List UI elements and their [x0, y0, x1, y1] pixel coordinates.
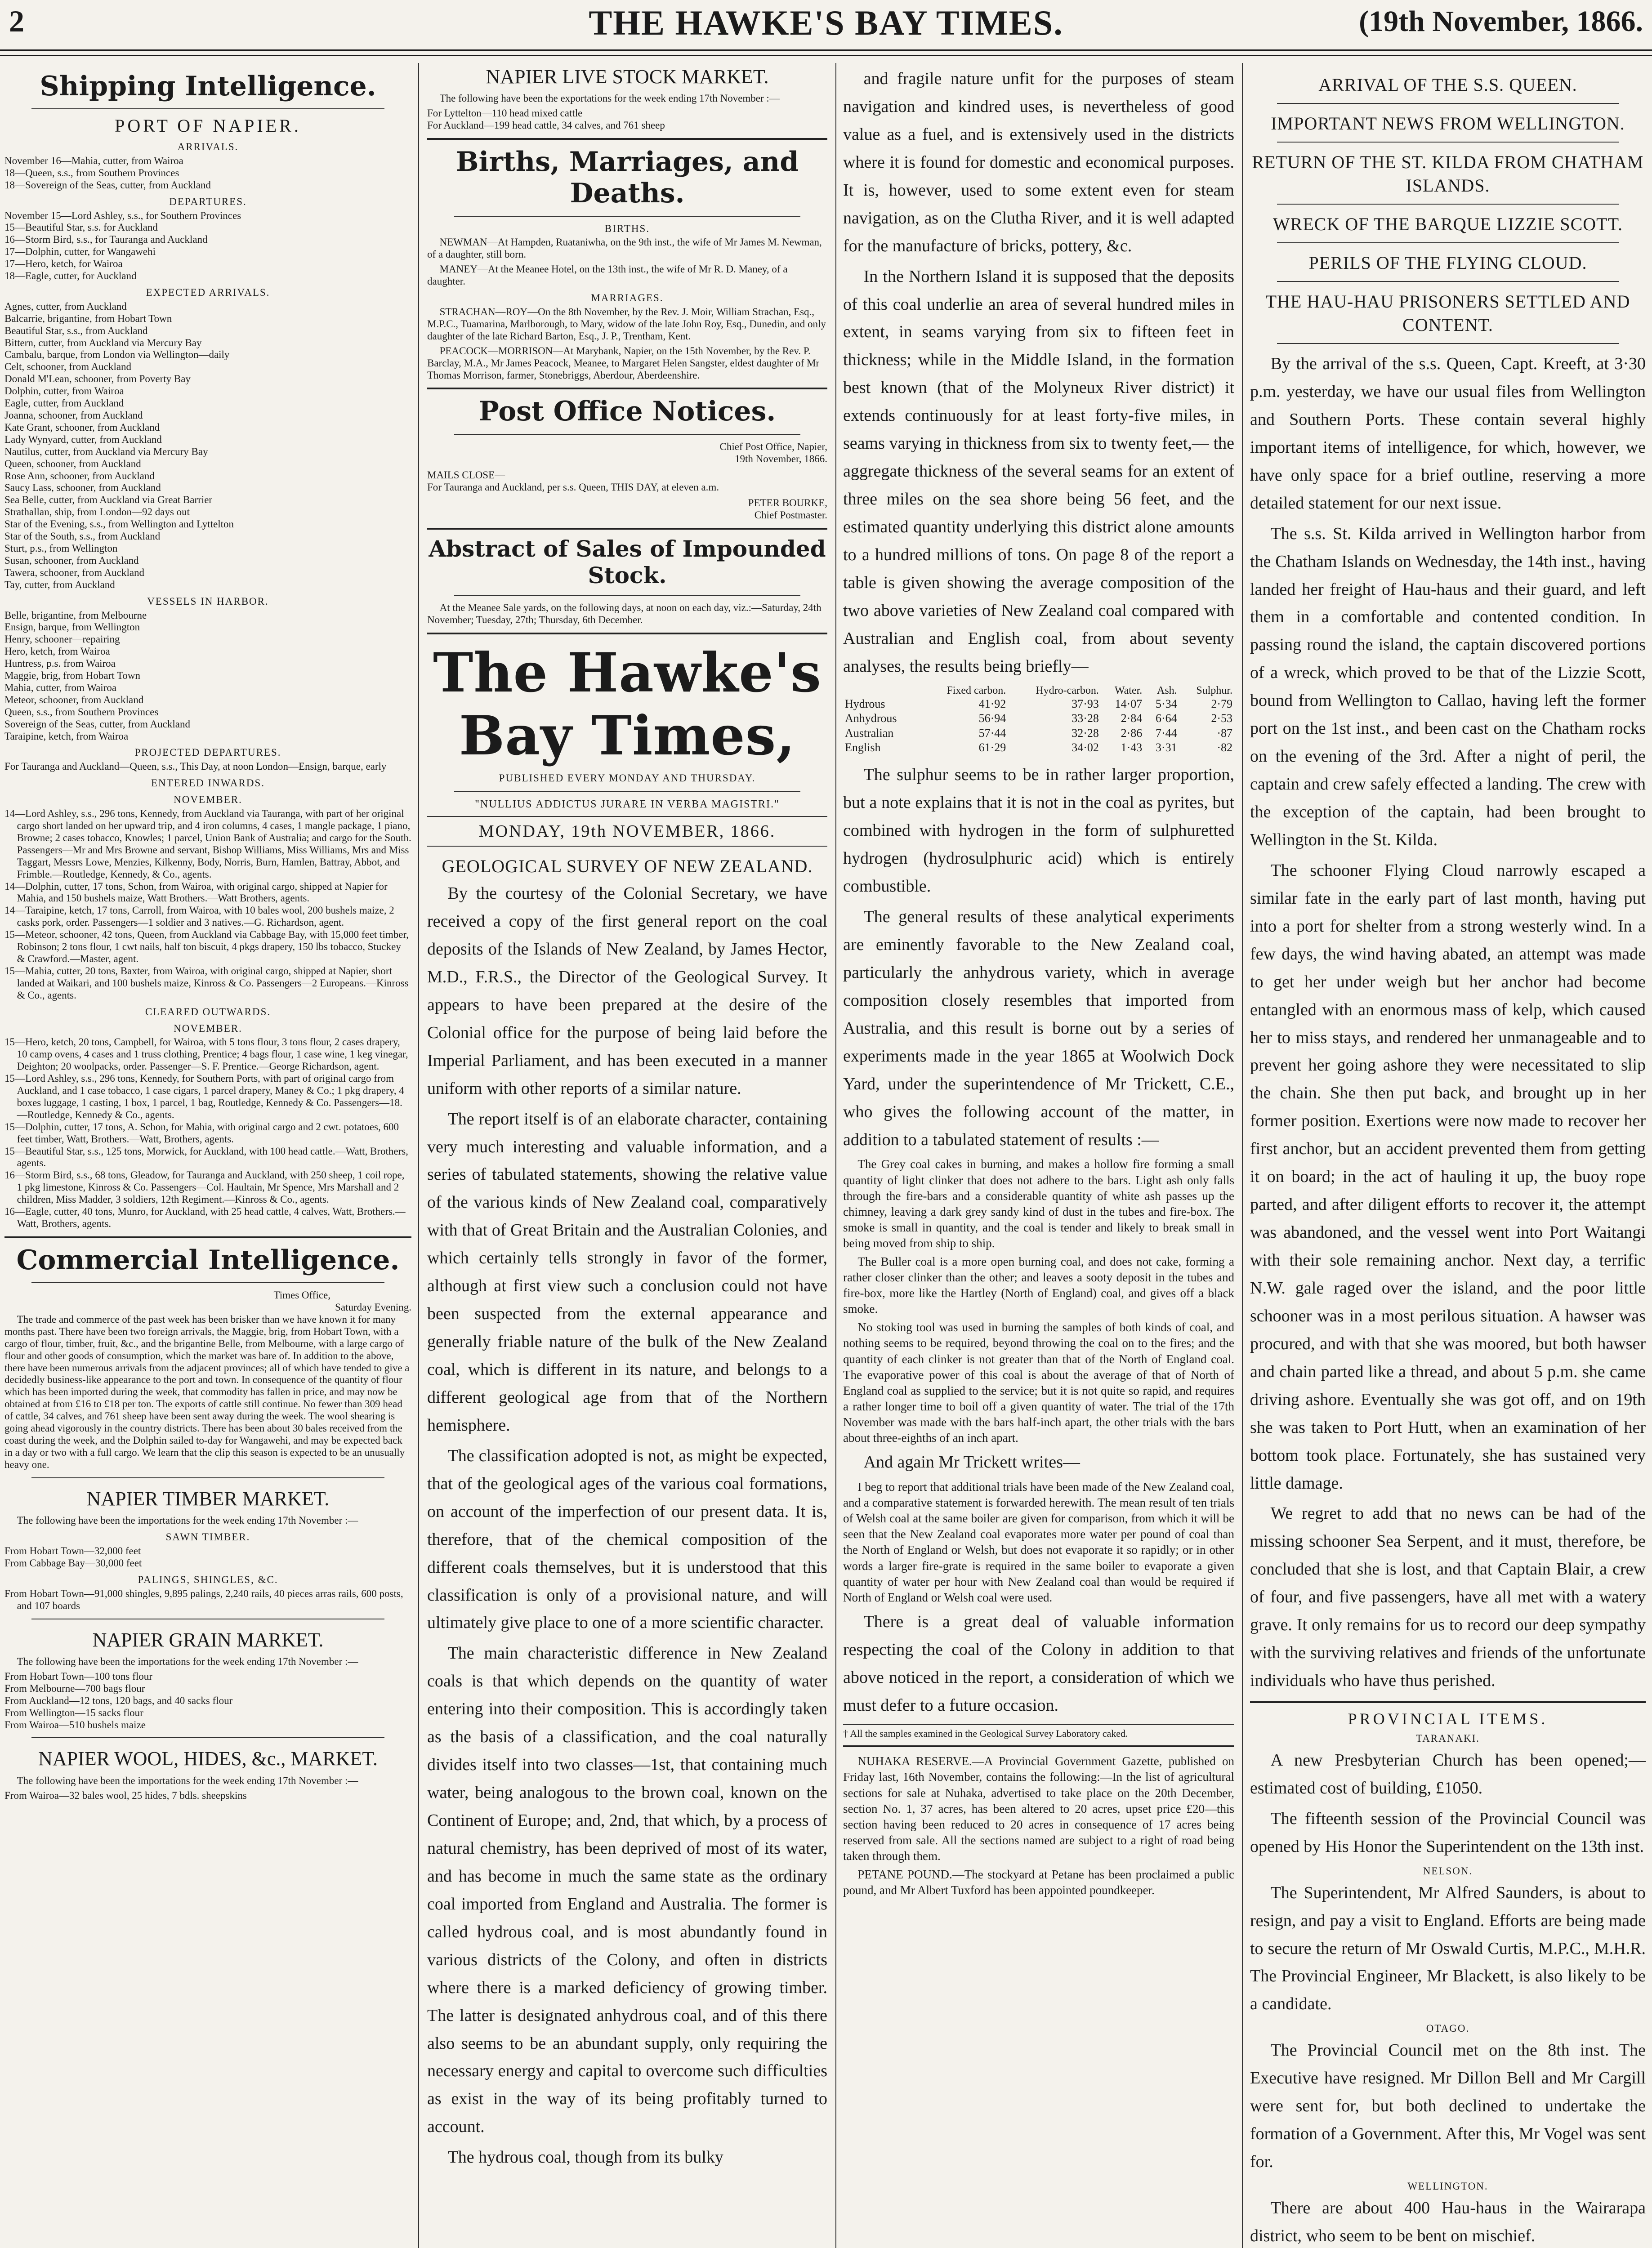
table-cell: Anhydrous — [845, 712, 897, 725]
list-item: Dolphin, cutter, from Wairoa — [4, 385, 124, 397]
table-cell: English — [845, 740, 881, 754]
list-item: Bittern, cutter, from Auckland via Mercury Bay — [4, 337, 202, 348]
divider — [1277, 242, 1619, 243]
list-item: 18—Queen, s.s., from Southern Provinces — [4, 167, 179, 178]
headline: PERILS OF THE FLYING CLOUD. — [1308, 253, 1587, 273]
list-item: 17—Dolphin, cutter, for Wangawehi — [4, 246, 156, 258]
newspaper-title: THE HAWKE'S BAY TIMES. — [589, 3, 1063, 42]
divider — [1277, 103, 1619, 104]
table-header-cell: Ash. — [1157, 684, 1177, 696]
timber-heading: NAPIER TIMBER MARKET. — [86, 1487, 330, 1510]
article-paragraph: The main characteristic difference in New Zealand coals is that which depends on the quantity of water entering into their composition. This is accordingly taken as the basis of a classification, and the coal naturally divides itself into two classes—1st, that containing much water, being analogous to the brown coal, known on the Continent of Europe; and, 2nd, that which, by a process of natural chemistry, has been deprived of most of its water, and has become in much the same state as the ordinary coal imported from England and Australia. The former is called hydrous coal, and is most abundantly found in various districts of the Colony, and often in districts where there is a marked deficiency of growing timber. The latter is designated anhydrous coal, and of this there also seems to be an abundant supply, only requiring the necessary energy and capital to overcome such difficulties as exist in the way of its being profitably turned to account. — [427, 1644, 827, 2136]
impounded-text: At the Meanee Sale yards, on the following days, at noon on each day, viz.:—Saturday, 24th November; Tuesday, 27th; Thursday, 6th December. — [427, 602, 822, 625]
divider — [427, 846, 827, 847]
divider — [843, 1745, 1234, 1747]
wool-heading: NAPIER WOOL, HIDES, &c., MARKET. — [38, 1748, 378, 1770]
palings-heading: PALINGS, SHINGLES, &C. — [138, 1574, 278, 1585]
list-item: Belle, brigantine, from Melbourne — [4, 609, 147, 621]
article-paragraph: The fifteenth session of the Provincial Council was opened by His Honor the Superintendent on the 13th inst. — [1250, 1809, 1646, 1856]
bmd-heading: Births, Marriages, and Deaths. — [455, 146, 799, 210]
dateline: MONDAY, 19th NOVEMBER, 1866. — [478, 821, 776, 841]
article-body — [427, 880, 827, 2172]
list-item: Saucy Lass, schooner, from Auckland — [4, 482, 161, 494]
list-item: 18—Sovereign of the Seas, cutter, from Auckland — [4, 179, 211, 191]
table-body — [843, 697, 1234, 755]
expected-list — [4, 301, 411, 591]
article-paragraph: and fragile nature unfit for the purposes of steam navigation and kindred uses, is nevertheless of good value as a fuel, and is extensively used in the districts where it is found for domestic and economical purposes. It is, however, used to some extent even for steam navigation, as on the Clutha River, and it is well adapted for the manufacture of bricks, pottery, &c. — [843, 69, 1234, 255]
list-item: November 16—Mahia, cutter, from Wairoa — [4, 155, 183, 166]
list-item: Rose Ann, schooner, from Auckland — [4, 470, 155, 482]
taranaki-text — [1250, 1747, 1646, 1861]
departures-list — [4, 210, 411, 282]
list-item: 15—Beautiful Star, s.s. for Auckland — [4, 222, 158, 233]
marriages-heading: MARRIAGES. — [591, 292, 664, 304]
column-2 — [427, 65, 827, 2248]
post-role: Chief Postmaster. — [754, 509, 827, 521]
nelson-heading: NELSON. — [1423, 1865, 1473, 1877]
divider — [427, 138, 827, 140]
table-cell: 5·34 — [1156, 697, 1177, 710]
article-paragraph: By the arrival of the s.s. Queen, Capt. Kreeft, at 3·30 p.m. yesterday, we have our usual files from Wellington and Southern Ports. These contain several highly important items of intelligence, for which, however, we have only space for a brief outline, reserving a more detailed statement for our next issue. — [1250, 354, 1646, 513]
list-item: Hero, ketch, from Wairoa — [4, 646, 110, 657]
otago-heading: OTAGO. — [1426, 2023, 1470, 2034]
wool-text: From Wairoa—32 bales wool, 25 hides, 7 bdls. sheepskins — [4, 1789, 247, 1801]
table-cell: ·87 — [1217, 726, 1232, 740]
post-office-heading: Post Office Notices. — [478, 396, 776, 428]
table-row — [843, 697, 1234, 711]
divider — [454, 791, 800, 792]
table-cell: 61·29 — [978, 740, 1006, 754]
list-item: 14—Dolphin, cutter, 17 tons, Schon, from Wairoa, with original cargo, shipped at Napier for Mahia, and 150 bushels maize, Watt Brothers.—Watt Brothers, agents. — [4, 880, 388, 904]
petane-pound: PETANE POUND.—The stockyard at Petane has been proclaimed a public pound, and Mr Albert Tuxford has been appointed poundkeeper. — [843, 1867, 1234, 1897]
table-row — [843, 711, 1234, 726]
divider — [31, 1477, 384, 1478]
column-divider — [1242, 63, 1243, 2248]
divider — [454, 216, 800, 217]
masthead-subtitle: PUBLISHED EVERY MONDAY AND THURSDAY. — [499, 772, 756, 784]
divider — [427, 633, 827, 634]
commercial-heading: Commercial Intelligence. — [16, 1244, 400, 1276]
article-paragraph: A new Presbyterian Church has been opened;—estimated cost of building, £1050. — [1250, 1751, 1646, 1798]
post-text: For Tauranga and Auckland, per s.s. Queen, THIS DAY, at eleven a.m. — [427, 482, 719, 493]
list-item: 15—Lord Ashley, s.s., 296 tons, Kennedy, for Southern Ports, with part of original cargo from Auckland, and 1 case tobacco, 1 case cigars, 1 parcel drapery, Maney & Co.; 1 pkg drapery, 4 boxes luggage, 1 casting, 1 box, 1 parcel, 1 bag, Routledge, Kennedy & Co. Passengers—18.—Routledge, Kennedy & Co., agents. — [4, 1073, 404, 1120]
list-item: For Auckland—199 head cattle, 34 calves, and 761 sheep — [427, 120, 665, 131]
column-1 — [4, 65, 411, 2248]
nelson-text — [1250, 1879, 1646, 2019]
article-paragraph: By the courtesy of the Colonial Secretary, we have received a copy of the first general report on the coal deposits of the Islands of New Zealand, by James Hector, M.D., F.R.S., the Director of the Geological Survey. It appears to have been prepared at the desire of the Colonial office for the purpose of being laid before the Imperial Parliament, and has been executed in a manner uniform with other reports of a similar nature. — [427, 884, 827, 1098]
livestock-list — [427, 107, 827, 132]
article-title: GEOLOGICAL SURVEY OF NEW ZEALAND. — [442, 856, 813, 877]
list-item: 15—Beautiful Star, s.s., 125 tons, Morwick, for Auckland, with 100 head cattle.—Watt, Brothers, agents. — [4, 1145, 408, 1169]
list-item: Tawera, schooner, from Auckland — [4, 566, 145, 578]
table-header-cell — [843, 684, 920, 697]
page-header — [0, 0, 1652, 54]
table-row — [843, 726, 1234, 740]
headline: RETURN OF THE ST. KILDA FROM CHATHAM ISLANDS. — [1252, 152, 1644, 196]
article-paragraph: In the Northern Island it is supposed that the deposits of this coal underlie an area of several hundred miles in extent, in seams varying from six to fifteen feet in thickness; while in the Middle Island, in the formation best known (that of the Molyneux River district) it extends continuously for at least forty-five miles, in seams varying in thickness from six to twenty feet,— the aggregate thickness of the several seams for an extent of three miles on the sea shore being 56 feet, and the estimated quantity underlying this district alone amounts to a hundred millions of tons. On page 8 of the report a table is given showing the average composition of the two above varieties of New Zealand coal compared with Australian and English coal, from about seventy analyses, the results being briefly— — [843, 267, 1234, 676]
list-item: Ensign, barque, from Wellington — [4, 621, 140, 633]
marriages-list — [427, 306, 827, 381]
list-item: 15—Dolphin, cutter, 17 tons, A. Schon, for Mahia, with original cargo and 2 cwt. potatoes, 600 feet timber, Watt, Brothers.—Watt, Brothers, agents. — [4, 1121, 399, 1145]
list-item: Beautiful Star, s.s., from Auckland — [4, 325, 148, 336]
divider — [1250, 1701, 1646, 1703]
masthead: The Hawke's Bay Times, — [433, 641, 822, 768]
list-item: Taraipine, ketch, from Wairoa — [4, 730, 129, 742]
coal-composition-table — [843, 684, 1234, 755]
table-cell: Hydrous — [845, 697, 885, 710]
list-item: Sea Belle, cutter, from Auckland via Great Barrier — [4, 494, 213, 506]
list-item: 16—Eagle, cutter, 40 tons, Munro, for Auckland, with 25 head cattle, 4 calves, Watt, Brothers.—Watt, Brothers, agents. — [4, 1206, 406, 1230]
table-cell: 41·92 — [978, 697, 1006, 710]
projected-heading: PROJECTED DEPARTURES. — [134, 747, 281, 758]
list-item: Sturt, p.s., from Wellington — [4, 542, 118, 554]
list-item: Agnes, cutter, from Auckland — [4, 300, 127, 312]
article-paragraph: The s.s. St. Kilda arrived in Wellington harbor from the Chatham Islands on Wednesday, the 14th inst., having landed her freight of Hau-haus and their guard, and left them in a comfortable and contented condition. In passing round the island, the captain discovered portions of a wreck, which proved to be that of the Lizzie Scott, bound from Wellington to Callao, having left the former port on the 1st inst., and been cast on the Chatham rocks on the evening of the 3rd. After a night of peril, the captain and crew safely effected a landing. The crew with the exception of the captain, had been brought to Wellington in the St. Kilda. — [1250, 524, 1646, 849]
table-cell: 2·84 — [1121, 712, 1143, 725]
divider — [427, 816, 827, 817]
quote-paragraph: No stoking tool was used in burning the samples of both kinds of coal, and nothing seems to be required, beyond throwing the coal on to the fires; and the quantity of each clinker is not greater than that of the North of England coal. The evaporative power of this coal is about the average of that of North of England coal as supplied to the service; but it is not quite so rapid, and requires a rather longer time to boil off a given quantity of water. The trial of the 17th November was made with the bars half-inch apart, the other trials with the bars about three-eighths of an inch apart. — [843, 1320, 1234, 1445]
list-item: From Auckland—12 tons, 120 bags, and 40 sacks flour — [4, 1695, 233, 1706]
table-cell: 2·86 — [1121, 726, 1143, 740]
sawn-heading: SAWN TIMBER. — [165, 1531, 250, 1543]
list-item: 16—Storm Bird, s.s., for Tauranga and Auckland — [4, 234, 208, 245]
divider — [454, 434, 800, 435]
post-place: Chief Post Office, Napier, — [719, 441, 827, 452]
page-number: 2 — [9, 4, 24, 38]
header-rule-thin — [0, 55, 1652, 56]
article-body-results — [843, 761, 1234, 1154]
harbor-list — [4, 610, 411, 743]
table-cell: 33·28 — [1072, 712, 1099, 725]
list-item: 18—Eagle, cutter, for Auckland — [4, 270, 137, 282]
grain-intro: The following have been the importations for the week ending 17th November :— — [17, 1655, 358, 1667]
list-item: Donald M'Lean, schooner, from Poverty Bay — [4, 373, 191, 385]
table-cell: 14·07 — [1115, 697, 1143, 710]
list-item: 16—Storm Bird, s.s., 68 tons, Gleadow, for Tauranga and Auckland, with 250 sheep, 1 coil rope, 1 pkg limestone, Kinross & Co. Passengers—Col. Haultain, Mr Spence, Mrs Marshall and 2 children, Miss Madder, 3 soldiers, 12th Regiment.—Kinross & Co., agents. — [4, 1169, 405, 1205]
divider — [1277, 204, 1619, 205]
entered-month: NOVEMBER. — [174, 794, 242, 806]
wellington-text — [1250, 2194, 1646, 2248]
list-item: Lady Wynyard, cutter, from Auckland — [4, 433, 162, 445]
table-header-cell: Sulphur. — [1196, 684, 1232, 696]
commercial-text: The trade and commerce of the past week has been brisker than we have known it for many months past. There have been two foreign arrivals, the Maggie, brig, from Hobart Town, with a cargo of flour, timber, fruit, &c., and the brigantine Belle, from Melbourne, with a large cargo of flour and other goods of consumption, which the market was bare of. In addition to the above, there have been numerous arrivals from the adjacent provinces; all of which have tended to give a decidedly business-like appearance to the port and town. In consequence of the quantity of flour which has been imported during the week, that commodity has fallen in price, and may now be obtained at from £16 to £18 per ton. The exports of cattle still continue. No fewer than 309 head of cattle, 34 calves, and 761 sheep have been sent away during the week. The wool shearing is going ahead vigorously in the country districts. There has been about 30 bales received from the coast during the week, and the Dolphin sailed to-day for Wangawehi, and may be expected back in a day or two with a full cargo. We learn that the clip this season is expected to be an unusually heavy one. — [4, 1313, 410, 1470]
list-item: 15—Hero, ketch, 20 tons, Campbell, for Wairoa, with 5 tons flour, 3 tons flour, 2 cases drapery, 10 camp ovens, 4 cases and 1 truss clothing, Prentice; 4 bags flour, 1 case wine, 1 keg vinegar, Deighton; 20 woolpacks, order. Passenger—S. F. Prentice.—George Richardson, agent. — [4, 1036, 408, 1072]
cleared-heading: CLEARED OUTWARDS. — [145, 1006, 271, 1017]
list-item: Star of the Evening, s.s., from Wellington and Lyttelton — [4, 518, 234, 530]
column-3 — [843, 65, 1234, 2248]
list-item: Susan, schooner, from Auckland — [4, 554, 139, 566]
projected-text: For Tauranga and Auckland—Queen, s.s., This Day, at noon London—Ensign, barque, early — [4, 761, 387, 772]
divider — [454, 595, 800, 596]
notice-paragraph: NEWMAN—At Hampden, Ruataniwha, on the 9th inst., the wife of Mr James M. Newman, of a daughter, still born. — [427, 236, 822, 260]
divider — [31, 1737, 384, 1738]
divider — [427, 528, 827, 530]
motto: "NULLIUS ADDICTUS JURARE IN VERBA MAGISTRI." — [475, 798, 780, 810]
table-header-cell: Water. — [1114, 684, 1143, 696]
article-paragraph: We regret to add that no news can be had of the missing schooner Sea Serpent, and it must, therefore, be concluded that she is lost, and that Captain Blair, a crew of four, and five passengers, have all met with a watery grave. It only remains for us to record our deep sympathy with the surviving relatives and friends of the unfortunate individuals who have thus perished. — [1250, 1504, 1646, 1690]
divider — [1277, 343, 1619, 344]
list-item: Celt, schooner, from Auckland — [4, 361, 132, 373]
list-item: Kate Grant, schooner, from Auckland — [4, 421, 160, 433]
post-signature: PETER BOURKE, — [748, 497, 827, 509]
post-date: 19th November, 1866. — [734, 453, 827, 464]
table-cell: 56·94 — [978, 712, 1006, 725]
list-item: From Melbourne—700 bags flour — [4, 1682, 145, 1694]
notice-paragraph: MANEY—At the Meanee Hotel, on the 13th inst., the wife of Mr R. D. Maney, of a daughter. — [427, 263, 788, 287]
list-item: Mahia, cutter, from Wairoa — [4, 682, 117, 693]
wool-intro: The following have been the importations for the week ending 17th November :— — [17, 1775, 358, 1786]
list-item: Queen, schooner, from Auckland — [4, 458, 141, 469]
table-cell: 37·93 — [1072, 697, 1099, 710]
taranaki-heading: TARANAKI. — [1415, 1733, 1480, 1744]
column-divider — [835, 63, 836, 2248]
article-body-continued — [843, 65, 1234, 681]
births-list — [427, 236, 827, 288]
article-paragraph: The general results of these analytical experiments are eminently favorable to the New Zealand coal, particularly the anhydrous variety, which in average composition closely resembles that imported from Australia, and this result is borne out by a series of experiments made in the year 1865 at Woolwich Dock Yard, under the superintendence of Mr Trickett, C.E., who gives the following account of the matter, in addition to a tabulated statement of results :— — [843, 907, 1234, 1149]
list-item: From Wairoa—510 bushels maize — [4, 1719, 146, 1731]
list-item: For Lyttelton—110 head mixed cattle — [427, 107, 583, 119]
list-item: 17—Hero, ketch, for Wairoa — [4, 258, 123, 270]
list-item: 14—Taraipine, ketch, 17 tons, Carroll, from Wairoa, with 10 bales wool, 200 bushels maize, 2 casks pork, order. Passengers—1 soldier and 3 natives.—G. Richardson, agent. — [4, 905, 394, 928]
divider — [427, 388, 827, 389]
timber-intro: The following have been the importations for the week ending 17th November :— — [17, 1515, 358, 1526]
list-item: Sovereign of the Seas, cutter, from Auckland — [4, 718, 190, 730]
list-item: Nautilus, cutter, from Auckland via Mercury Bay — [4, 446, 208, 457]
list-item: Henry, schooner—repairing — [4, 633, 120, 645]
list-item: November 15—Lord Ashley, s.s., for Southern Provinces — [4, 210, 241, 221]
nuhaka-reserve: NUHAKA RESERVE.—A Provincial Government Gazette, published on Friday last, 16th November, contains the following:—In the list of agricultural sections for sale at Nuhaka, advertised to take place on the 20th December, section No. 1, 37 acres, has been altered to 20 acres, upset price £20—this section having been reduced to 20 acres in consequence of 17 acres being reserved from sale. All the sections named are subject to a right of road being taken through them. — [843, 1754, 1234, 1863]
provincial-heading: PROVINCIAL ITEMS. — [1348, 1710, 1548, 1728]
list-item: Cambalu, barque, from London via Wellington—daily — [4, 349, 230, 361]
article-paragraph: There are about 400 Hau-haus in the Wairarapa district, who seem to be bent on mischief. — [1250, 2198, 1646, 2245]
table-header-row — [843, 684, 1234, 697]
shipping-heading: Shipping Intelligence. — [40, 71, 376, 102]
cleared-list — [4, 1036, 411, 1230]
trickett-report: I beg to report that additional trials have been made of the New Zealand coal, and a comparative statement is forwarded herewith. The mean result of ten trials of Welsh coal at the same boiler are given for comparison, from which it will be seen that the New Zealand coal evaporates more water per pound of coal than the North of England or Welsh, but does not evaporate it so rapidly; or in other words a larger fire-grate is required in the same boiler to evaporate a given quantity of water per hour with New Zealand coal than would be required if North of England or Welsh coal were used. — [843, 1480, 1234, 1604]
table-header-cell: Hydro-carbon. — [1036, 684, 1099, 696]
table-row — [843, 740, 1234, 755]
divider — [31, 108, 384, 109]
list-item: Balcarrie, brigantine, from Hobart Town — [4, 312, 172, 324]
commercial-office: Times Office, — [273, 1289, 330, 1301]
article-paragraph: The sulphur seems to be in rather larger proportion, but a note explains that it is not in the coal as pyrites, but combined with hydrogen in the form of sulphuretted hydrogen (hydrosulphuric acid) which is entirely combustible. — [843, 765, 1234, 896]
palings-text: From Hobart Town—91,000 shingles, 9,895 palings, 2,240 rails, 40 pieces arras rails, 600 posts, and 107 boards — [4, 1588, 403, 1611]
table-cell: 57·44 — [978, 726, 1006, 740]
list-item: From Wellington—15 sacks flour — [4, 1707, 143, 1718]
headline: ARRIVAL OF THE S.S. QUEEN. — [1318, 75, 1577, 95]
post-mails: MAILS CLOSE— — [427, 469, 505, 481]
article-paragraph: The Provincial Council met on the 8th inst. The Executive have resigned. Mr Dillon Bell and Mr Cargill were sent for, but both declined to undertake the formation of a Government. After this, Mr Vogel was sent for. — [1250, 2041, 1646, 2172]
list-item: From Hobart Town—32,000 feet — [4, 1545, 141, 1557]
list-item: 14—Lord Ashley, s.s., 296 tons, Kennedy, from Auckland via Tauranga, with part of her original cargo short landed on her upward trip, and 4 iron columns, 4 cases, 1 mangle package, 1 piano, Browne; 2 cases tobacco, Knowles; 1 parcel, Union Bank of Australia; and cargo for the South. Passengers—Mr and Mrs Browne and servant, Bishop Williams, Miss Williams, Mrs and Miss Taggart, Messrs Lowe, Menzies, Kilkenny, Body, Norris, Burn, Hamlen, Battray, Abbot, and Frimble.—Routledge, Kennedy, & Co., agents. — [4, 808, 411, 880]
notice-paragraph: STRACHAN—ROY—On the 8th November, by the Rev. J. Moir, William Strachan, Esq., M.P.C., Tuamarina, Marlborough, to Mary, widow of the late John Roy, Esq., Dunedin, and only daughter of the late Richard Barton, Esq., J. P., Trentham, Kent. — [427, 306, 826, 342]
wellington-heading: WELLINGTON. — [1407, 2180, 1488, 2192]
list-item: Queen, s.s., from Southern Provinces — [4, 706, 159, 718]
sawn-list — [4, 1545, 411, 1570]
article-paragraph: The Superintendent, Mr Alfred Saunders, is about to resign, and pay a visit to England. Efforts are being made to secure the return of Mr Oswald Curtis, M.P.C., M.H.R. The Provincial Engineer, Mr Blackett, is also likely to be a candidate. — [1250, 1883, 1646, 2014]
footnote: † All the samples examined in the Geological Survey Laboratory caked. — [843, 1724, 1234, 1740]
table-cell: 7·44 — [1156, 726, 1177, 740]
cleared-month: NOVEMBER. — [174, 1022, 242, 1034]
table-cell: ·82 — [1217, 740, 1232, 754]
divider — [1277, 281, 1619, 282]
arrivals-list — [4, 155, 411, 192]
quote-paragraph: The Grey coal cakes in burning, and makes a hollow fire forming a small quantity of light clinker that does not adhere to the bars. Light ash only falls through the fire-bars and a considerable quantity of white ash passes up the chimney, leaving a dark grey sandy kind of dust in the tubes and fire-box. The smoke is small in quantity, and the coal is tender and likely to break small in being moved from ship to ship. — [843, 1157, 1234, 1250]
column-divider — [418, 63, 419, 2248]
entered-heading: ENTERED INWARDS. — [151, 777, 265, 789]
trickett-quote — [843, 1156, 1234, 1446]
divider — [1277, 142, 1619, 143]
header-rule — [0, 49, 1652, 51]
article-paragraph: The report itself is of an elaborate character, containing very much interesting and valuable information, and a series of tabulated statements, showing the relative value of the various kinds of New Zealand coal, comparatively with that of Great Britain and the Australian Colonies, and which certainly tells strongly in favor of the former, although at first view such a conclusion could not have been suspected from the external appearance and generally friable nature of the bulk of the New Zealand coal, which is different in its nature, and belongs to a different geological age from that of the Northern hemisphere. — [427, 1109, 827, 1435]
article-paragraph: The schooner Flying Cloud narrowly escaped a similar fate in the early part of last month, having put into a port for shelter from a strong westerly wind. In a few days, the wind having abated, an attempt was made to get her under weigh but her anchor had become entangled with an enormous mass of kelp, which caused her to miss stays, and rendered her unmanageable and to prevent her going ashore they were necessitated to slip the chain. She then put back, and brought up in her former position. Exertions were now made to recover her first anchor, but an accident prevented them from getting it on board; in the act of hauling it up, the buoy rope parted, and after diligent efforts to recover it, the attempt was abandoned, and the vessel went into Port Waitangi with their sole remaining anchor. Next day, a terrific N.W. gale raged over the island, and the poor little schooner was in a most perilous situation. A hawser was procured, and with that she was moored, but both hawser and chain parted like a thread, and about 5 p.m. she came driving ashore. Eventually she was got off, and on 19th she was taken to Port Hutt, when an examination of her bottom took place. Fortunately, she has sustained very little damage. — [1250, 861, 1646, 1493]
article-conclusion — [843, 1608, 1234, 1720]
headline: THE HAU-HAU PRISONERS SETTLED AND CONTENT. — [1265, 291, 1630, 335]
list-item: Maggie, brig, from Hobart Town — [4, 670, 141, 682]
list-item: 15—Mahia, cutter, 20 tons, Baxter, from Wairoa, with original cargo, shipped at Napier, short landed at Waikari, and 100 bushels maize, Kinross & Co. Passengers—2 Europeans.—Kinross & Co., agents. — [4, 965, 409, 1001]
list-item: From Hobart Town—100 tons flour — [4, 1670, 152, 1682]
column-4 — [1250, 65, 1646, 2248]
expected-heading: EXPECTED ARRIVALS. — [146, 286, 270, 298]
news-headlines — [1250, 73, 1646, 344]
trickett-again: And again Mr Trickett writes— — [863, 1453, 1080, 1472]
impounded-heading: Abstract of Sales of Impounded Stock. — [429, 535, 826, 589]
livestock-heading: NAPIER LIVE STOCK MARKET. — [486, 66, 769, 88]
news-body — [1250, 350, 1646, 1695]
issue-date: (19th November, 1866. — [1359, 5, 1643, 38]
notice-paragraph: PEACOCK—MORRISON—At Marybank, Napier, on the 15th November, by the Rev. P. Barclay, M.A., Mr James Peacock, Meanee, to Margaret Helen Sangster, eldest daughter of Mr Thomas Morrison, farmer, Stonebriggs, Aberdour, Aberdeenshire. — [427, 345, 820, 381]
table-cell: Australian — [845, 726, 894, 740]
article-paragraph: The classification adopted is not, as might be expected, that of the geological ages of the various coal formations, on account of the imperfection of our present data. It is, therefore, that of the chemical composition of the different coals themselves, but it is understood that this classification is only of a provisional nature, and will ultimately give place to one of a more scientific character. — [427, 1446, 827, 1632]
otago-text — [1250, 2037, 1646, 2176]
article-paragraph: There is a great deal of valuable information respecting the coal of the Colony in addition to that above noticed in the report, a consideration of which we must defer to a future occasion. — [843, 1612, 1234, 1715]
table-cell: 2·79 — [1211, 697, 1232, 710]
quote-paragraph: The Buller coal is a more open burning coal, and does not cake, forming a rather closer clinker than the other; and leaves a sooty deposit in the tubes and fire-box, more like the Hartley (North of England) coal, and gives off a black smoke. — [843, 1255, 1234, 1316]
grain-list — [4, 1671, 411, 1731]
list-item: Meteor, schooner, from Auckland — [4, 694, 144, 705]
table-cell: 3·31 — [1156, 740, 1177, 754]
harbor-heading: VESSELS IN HARBOR. — [147, 595, 269, 607]
table-cell: 2·53 — [1211, 712, 1232, 725]
list-item: Huntress, p.s. from Wairoa — [4, 658, 116, 669]
table-cell: 6·64 — [1156, 712, 1177, 725]
list-item: Tay, cutter, from Auckland — [4, 579, 115, 590]
headline: IMPORTANT NEWS FROM WELLINGTON. — [1271, 113, 1625, 134]
table-cell: 1·43 — [1121, 740, 1143, 754]
arrivals-heading: ARRIVALS. — [177, 141, 239, 152]
table-cell: 34·02 — [1072, 740, 1099, 754]
departures-heading: DEPARTURES. — [169, 196, 247, 207]
divider — [31, 1282, 384, 1283]
list-item: Eagle, cutter, from Auckland — [4, 397, 124, 409]
table-cell: 32·28 — [1072, 726, 1099, 740]
grain-heading: NAPIER GRAIN MARKET. — [92, 1628, 324, 1651]
list-item: Star of the South, s.s., from Auckland — [4, 531, 161, 542]
list-item: Strathallan, ship, from London—92 days out — [4, 506, 190, 518]
list-item: Joanna, schooner, from Auckland — [4, 410, 143, 421]
divider — [4, 1236, 411, 1238]
list-item: From Cabbage Bay—30,000 feet — [4, 1557, 142, 1569]
births-heading: BIRTHS. — [604, 223, 650, 234]
entered-list — [4, 808, 411, 1002]
commercial-day: Saturday Evening. — [335, 1302, 411, 1313]
livestock-intro: The following have been the exportations for the week ending 17th November :— — [439, 93, 780, 104]
headline: WRECK OF THE BARQUE LIZZIE SCOTT. — [1272, 214, 1623, 234]
list-item: 15—Meteor, schooner, 42 tons, Queen, from Auckland via Cabbage Bay, with 15,000 feet timber, Robinson; 2 tons flour, 1 cwt nails, half ton biscuit, 4 pkgs drapery, 150 lbs tobacco, Stuckey & Crawford.—Master, agent. — [4, 929, 409, 964]
table-header-cell: Fixed carbon. — [947, 684, 1006, 696]
port-heading: PORT OF NAPIER. — [115, 116, 301, 136]
article-paragraph: The hydrous coal, though from its bulky — [447, 2148, 723, 2167]
